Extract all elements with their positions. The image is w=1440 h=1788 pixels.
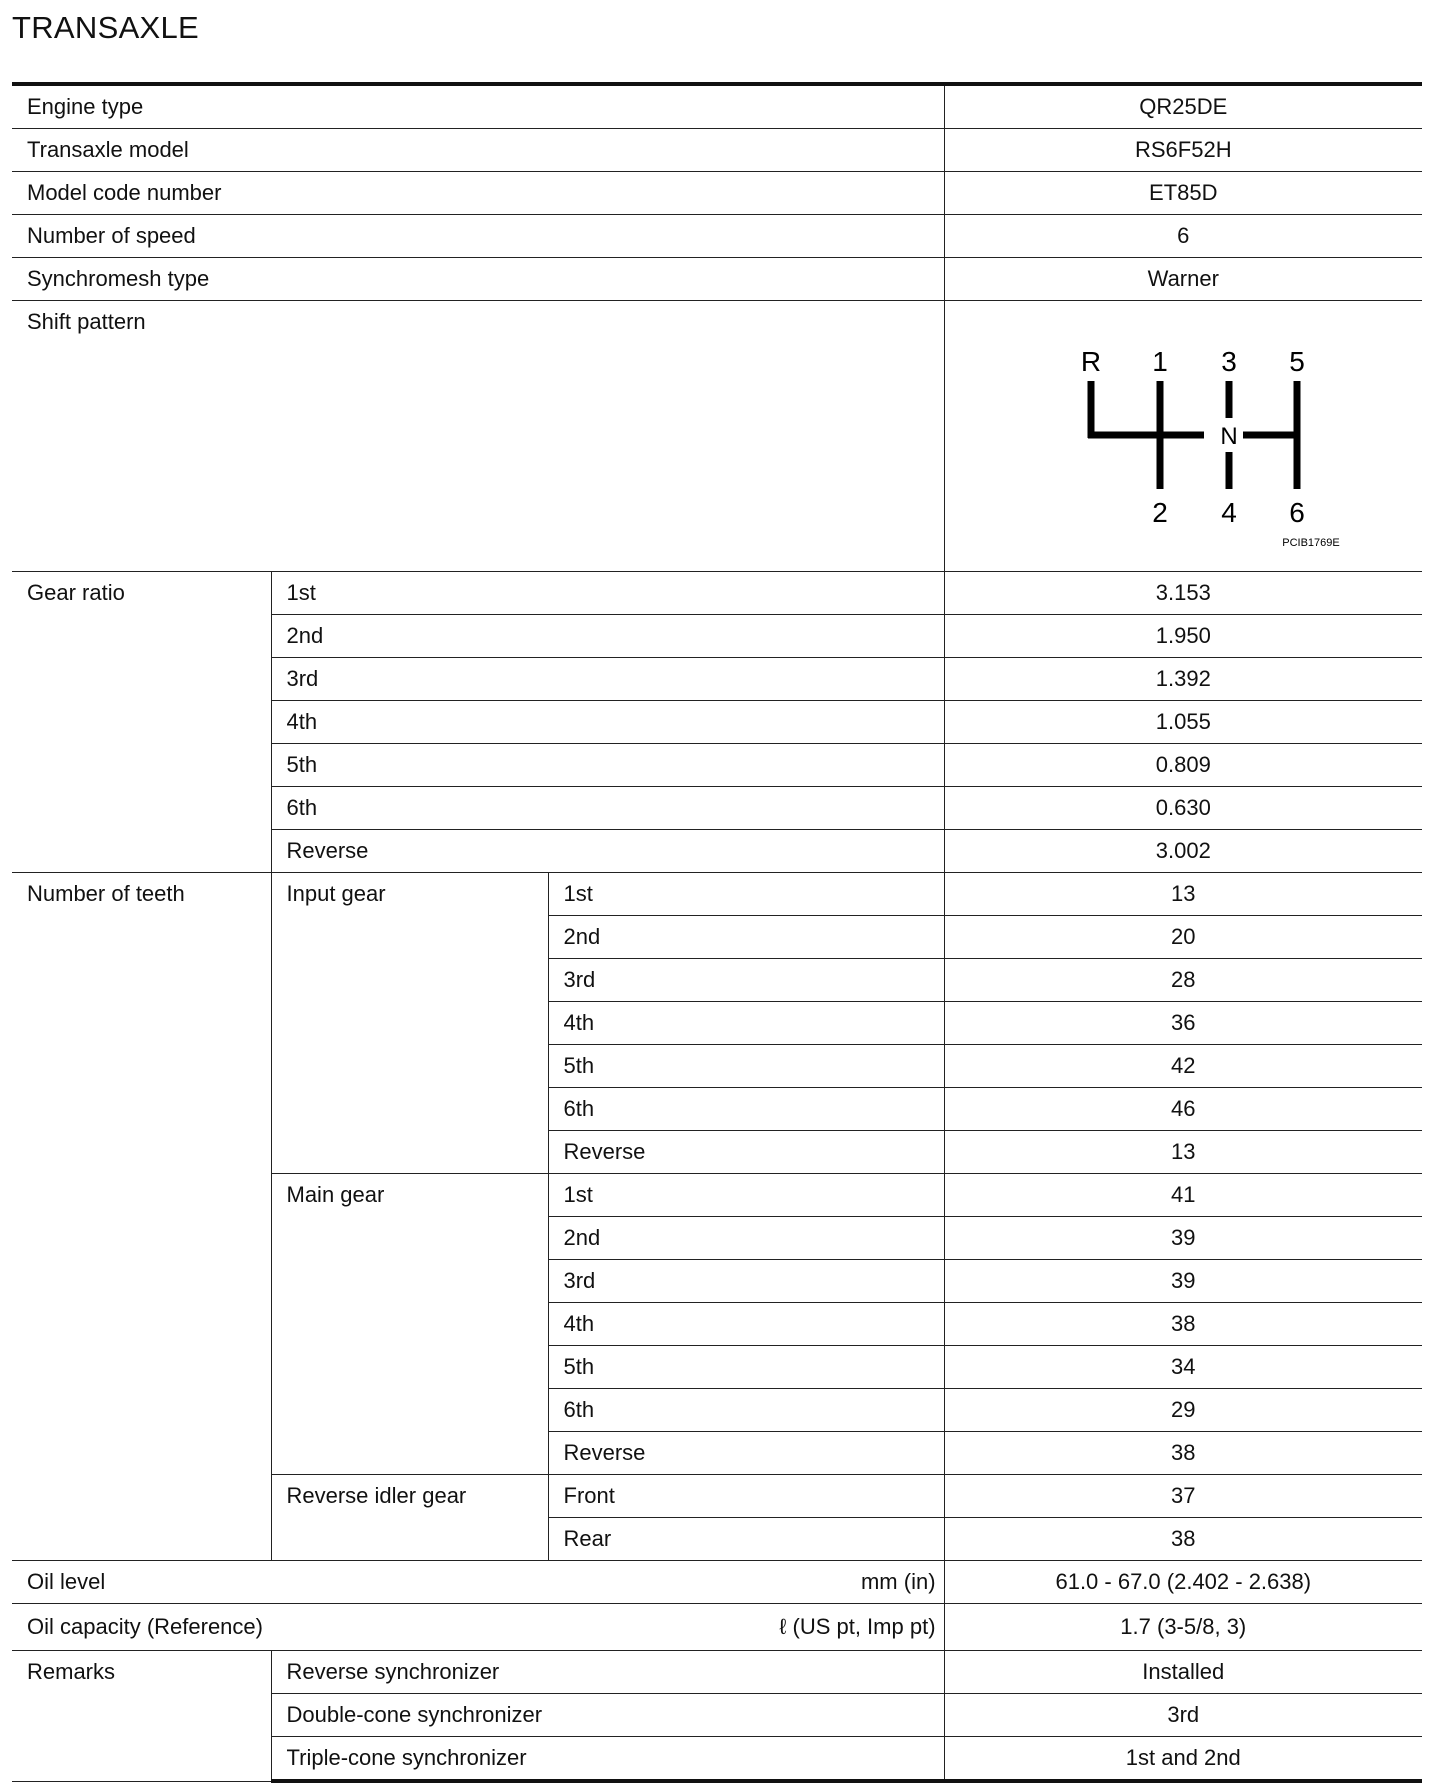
- remark-value: 3rd: [944, 1694, 1422, 1737]
- teeth-value: 38: [944, 1432, 1422, 1475]
- teeth-value: 39: [944, 1260, 1422, 1303]
- oil-level-label: Oil level: [27, 1569, 106, 1594]
- teeth-value: 29: [944, 1389, 1422, 1432]
- gear-ratio-label: Gear ratio: [12, 572, 271, 873]
- gear-ratio-value: 1.055: [944, 701, 1422, 744]
- table-row: [12, 1651, 1422, 1694]
- shift-pattern-diagram: [1033, 321, 1341, 551]
- table-row: [12, 1604, 1422, 1651]
- gear-name: 6th: [548, 1088, 944, 1131]
- gear-name: 3rd: [548, 959, 944, 1002]
- row-label: Model code number: [12, 172, 944, 215]
- gear-ratio-value: 1.392: [944, 658, 1422, 701]
- gear-label-3: 3: [1221, 346, 1238, 377]
- teeth-value: 39: [944, 1217, 1422, 1260]
- gear-name: 5th: [548, 1346, 944, 1389]
- row-value: Warner: [944, 258, 1422, 301]
- oil-level-value: 61.0 - 67.0 (2.402 - 2.638): [944, 1561, 1422, 1604]
- teeth-value: 20: [944, 916, 1422, 959]
- oil-capacity-unit: ℓ (US pt, Imp pt): [779, 1614, 936, 1639]
- teeth-value: 13: [944, 873, 1422, 916]
- table-row: [12, 172, 1422, 215]
- shift-pattern-cell: [944, 301, 1422, 572]
- teeth-value: 13: [944, 1131, 1422, 1174]
- table-row: [12, 215, 1422, 258]
- table-row: [12, 1561, 1422, 1604]
- row-label: Transaxle model: [12, 129, 944, 172]
- teeth-value: 38: [944, 1303, 1422, 1346]
- teeth-value: 38: [944, 1518, 1422, 1561]
- gear-name: 6th: [548, 1389, 944, 1432]
- shift-gate-lines: [1088, 381, 1297, 489]
- oil-capacity-value: 1.7 (3-5/8, 3): [944, 1604, 1422, 1651]
- row-label: Synchromesh type: [12, 258, 944, 301]
- gear-name: 2nd: [548, 916, 944, 959]
- page-title: TRANSAXLE: [12, 10, 200, 45]
- teeth-value: 46: [944, 1088, 1422, 1131]
- table-row: [12, 84, 1422, 129]
- gear-name: Reverse: [548, 1131, 944, 1174]
- gear-name: Reverse: [548, 1432, 944, 1475]
- row-value: QR25DE: [944, 84, 1422, 129]
- gear-name: 1st: [548, 873, 944, 916]
- gear-name: Reverse: [271, 830, 944, 873]
- gear-name: 5th: [271, 744, 944, 787]
- gear-ratio-value: 0.809: [944, 744, 1422, 787]
- oil-level-cell: [12, 1561, 944, 1604]
- figure-code: PCIB1769E: [1282, 537, 1341, 549]
- shift-pattern-row: [12, 301, 1422, 572]
- row-label: Engine type: [12, 84, 944, 129]
- oil-level-unit: mm (in): [860, 1569, 936, 1594]
- gear-label-4: 4: [1221, 497, 1238, 528]
- teeth-value: 37: [944, 1475, 1422, 1518]
- remarks-label: Remarks: [12, 1651, 271, 1782]
- row-value: ET85D: [944, 172, 1422, 215]
- remark-item: Double-cone synchronizer: [271, 1694, 944, 1737]
- row-value: 6: [944, 215, 1422, 258]
- gear-name: 3rd: [271, 658, 944, 701]
- teeth-label: Number of teeth: [12, 873, 271, 1561]
- gear-name: 6th: [271, 787, 944, 830]
- gear-label-5: 5: [1289, 346, 1306, 377]
- gear-label-neutral: N: [1220, 423, 1238, 450]
- gear-label-2: 2: [1152, 497, 1169, 528]
- row-value: RS6F52H: [944, 129, 1422, 172]
- oil-capacity-cell: [12, 1604, 944, 1651]
- row-label: Number of speed: [12, 215, 944, 258]
- teeth-value: 34: [944, 1346, 1422, 1389]
- teeth-value: 36: [944, 1002, 1422, 1045]
- gear-label-6: 6: [1289, 497, 1306, 528]
- gear-ratio-value: 0.630: [944, 787, 1422, 830]
- gear-ratio-value: 3.153: [944, 572, 1422, 615]
- teeth-value: 42: [944, 1045, 1422, 1088]
- remark-item: Triple-cone synchronizer: [271, 1737, 944, 1782]
- teeth-value: 41: [944, 1174, 1422, 1217]
- table-row: [12, 258, 1422, 301]
- gear-name: 3rd: [548, 1260, 944, 1303]
- table-row: [12, 129, 1422, 172]
- gear-name: 2nd: [548, 1217, 944, 1260]
- gear-name: Front: [548, 1475, 944, 1518]
- teeth-value: 28: [944, 959, 1422, 1002]
- remark-value: 1st and 2nd: [944, 1737, 1422, 1782]
- gear-name: 5th: [548, 1045, 944, 1088]
- table-row: [12, 873, 1422, 916]
- gear-ratio-value: 1.950: [944, 615, 1422, 658]
- gear-name: Rear: [548, 1518, 944, 1561]
- gear-name: 4th: [548, 1303, 944, 1346]
- shift-pattern-label: Shift pattern: [12, 301, 944, 572]
- gear-name: 1st: [548, 1174, 944, 1217]
- gear-ratio-value: 3.002: [944, 830, 1422, 873]
- gear-name: 4th: [271, 701, 944, 744]
- input-gear-label: Input gear: [271, 873, 548, 1174]
- gear-name: 4th: [548, 1002, 944, 1045]
- idler-gear-label: Reverse idler gear: [271, 1475, 548, 1561]
- oil-capacity-label: Oil capacity (Reference): [27, 1614, 263, 1639]
- gear-label-r: R: [1081, 346, 1102, 377]
- gear-name: 1st: [271, 572, 944, 615]
- gear-label-1: 1: [1152, 346, 1169, 377]
- gear-name: 2nd: [271, 615, 944, 658]
- transaxle-spec-table: [12, 82, 1422, 1783]
- remark-item: Reverse synchronizer: [271, 1651, 944, 1694]
- main-gear-label: Main gear: [271, 1174, 548, 1475]
- table-row: [12, 572, 1422, 615]
- remark-value: Installed: [944, 1651, 1422, 1694]
